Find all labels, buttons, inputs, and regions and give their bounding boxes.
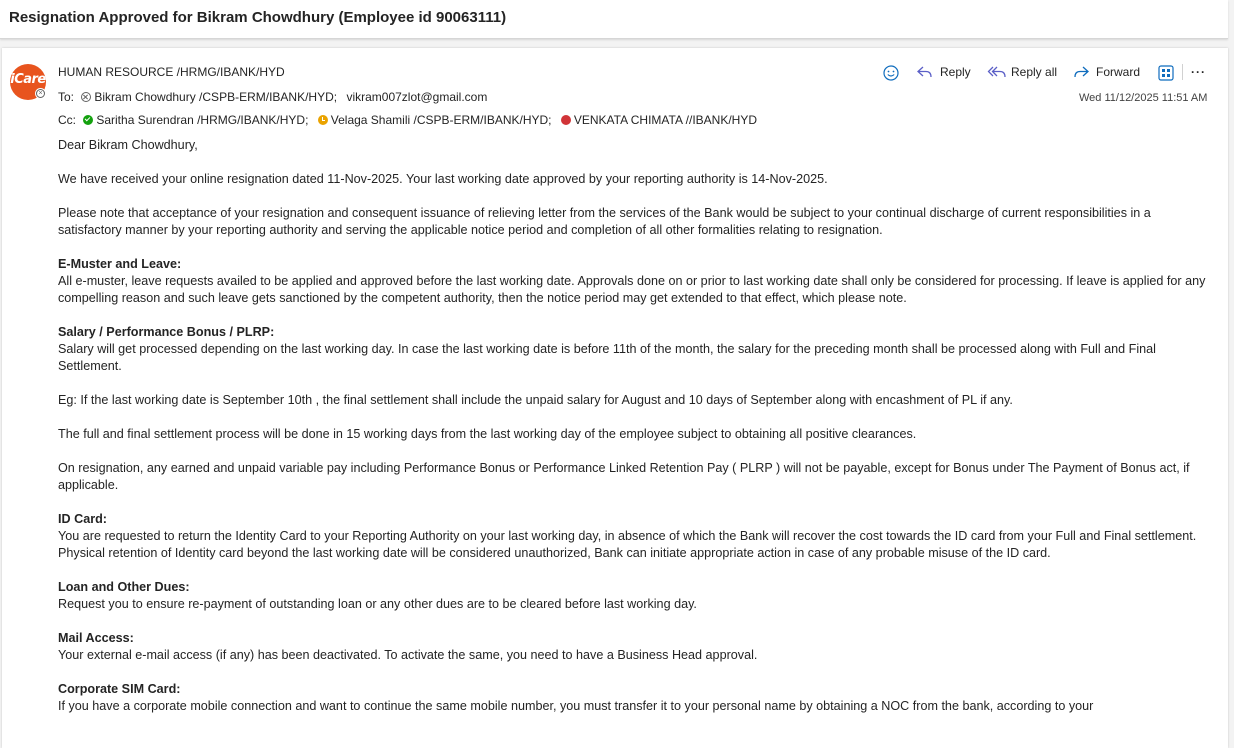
sender-presence-badge (35, 88, 46, 99)
reply-all-button[interactable] (987, 62, 1067, 82)
email-body (58, 137, 1208, 732)
available-status-icon (83, 115, 93, 125)
reply-all-icon (987, 64, 1007, 80)
body-paragraph: Eg: If the last working date is September 10th , the final settlement shall include the unpaid salary for August and 10 days of September along with encashment of PL if any. (58, 393, 1013, 407)
forward-button[interactable] (1072, 62, 1147, 82)
toolbar-divider (1182, 64, 1183, 80)
section-text: Salary will get processed depending on the last working day. In case the last working date is before 11th of the month, the salary for the preceding month shall be processed along with Full and Final Settlement. (58, 342, 1156, 373)
to-line (58, 90, 493, 104)
forward-label: Forward (1096, 65, 1141, 79)
subject-bar (0, 0, 1228, 39)
section-text: If you have a corporate mobile connection and want to continue the same mobile number, you must transfer it to your personal name by obtaining a NOC from the bank, according to your (58, 699, 1094, 713)
cc-line (58, 113, 763, 127)
section-text: All e-muster, leave requests availed to be applied and approved before the last working date. Approvals done on or prior to last working date shall only be considered for processing. If leave is applied for any compelling reason and such leave gets sanctioned by the competent authority, then the notice period may get extended to that effect, which please note. (58, 274, 1206, 305)
reply-icon (916, 64, 934, 80)
body-paragraph: The full and final settlement process will be done in 15 working days from the last working day of the employee subject to obtaining all positive clearances. (58, 427, 917, 441)
body-paragraph: We have received your online resignation dated 11-Nov-2025. Your last working date approved by your reporting authority is 14-Nov-2025. (58, 172, 828, 186)
cc-recipient[interactable]: Saritha Surendran /HRMG/IBANK/HYD; (96, 113, 309, 127)
away-status-icon (318, 115, 328, 125)
section-emuster (58, 256, 1208, 307)
apps-grid-icon (1157, 64, 1175, 82)
section-heading: Mail Access: (58, 631, 134, 645)
email-subject: Resignation Approved for Bikram Chowdhury (Employee id 90063111) (9, 9, 507, 26)
apps-button[interactable] (1157, 62, 1177, 82)
busy-status-icon (561, 115, 571, 125)
to-recipient[interactable]: vikram007zlot@gmail.com (346, 90, 488, 104)
section-idcard (58, 511, 1208, 562)
sender-name[interactable]: HUMAN RESOURCE /HRMG/IBANK/HYD (58, 65, 285, 79)
section-salary (58, 324, 1208, 375)
more-icon: ··· (1191, 65, 1206, 79)
section-heading: Salary / Performance Bonus / PLRP: (58, 325, 275, 339)
body-paragraph: Please note that acceptance of your resignation and consequent issuance of relieving letter from the services of the Bank would be subject to your continual discharge of current responsibilities in a satisfactory manner by your reporting authority and serving the applicable notice period and completion of all other formalities relating to resignation. (58, 206, 1151, 237)
greeting: Dear Bikram Chowdhury, (58, 138, 198, 152)
offline-status-icon: × (36, 89, 45, 98)
section-text: Request you to ensure re-payment of outstanding loan or any other dues are to be cleared before last working day. (58, 597, 697, 611)
email-reading-pane (2, 48, 1228, 748)
received-date: Wed 11/12/2025 11:51 AM (1079, 92, 1208, 104)
forward-icon (1072, 64, 1090, 80)
to-recipient[interactable]: Bikram Chowdhury /CSPB-ERM/IBANK/HYD; (94, 90, 338, 104)
emoji-reaction-button[interactable] (882, 62, 902, 82)
section-heading: Loan and Other Dues: (58, 580, 190, 594)
body-paragraph: On resignation, any earned and unpaid variable pay including Performance Bonus or Performance Linked Retention Pay ( PLRP ) will not be payable, except for Bonus under The Payment of Bonus act, if applicable. (58, 461, 1190, 492)
section-text: Your external e-mail access (if any) has been deactivated. To activate the same, you need to have a Business Head approval. (58, 648, 758, 662)
cc-recipient[interactable]: Velaga Shamili /CSPB-ERM/IBANK/HYD; (330, 113, 552, 127)
reply-label: Reply (940, 65, 971, 79)
section-heading: ID Card: (58, 512, 107, 526)
more-actions-button[interactable] (1191, 62, 1211, 82)
avatar-logo-text: iCare (10, 72, 46, 87)
cc-recipient[interactable]: VENKATA CHIMATA //IBANK/HYD (573, 113, 758, 127)
section-loan (58, 579, 1208, 613)
smiley-icon (882, 64, 900, 82)
section-mail-access (58, 630, 1208, 664)
offline-status-icon (81, 92, 91, 102)
section-sim (58, 681, 1208, 715)
reply-button[interactable] (916, 62, 976, 82)
to-label: To: (58, 90, 75, 104)
section-text: You are requested to return the Identity Card to your Reporting Authority on your last working day, in absence of which the Bank will recover the cost towards the ID card from your Full and Final settlement. Physical retention of Identity card beyond the last working date will be considered unauthorized, Bank can initiate appropriate action in case of any probable misuse of the ID card. (58, 529, 1197, 560)
cc-label: Cc: (58, 113, 76, 127)
section-heading: Corporate SIM Card: (58, 682, 181, 696)
section-heading: E-Muster and Leave: (58, 257, 182, 271)
reply-all-label: Reply all (1011, 65, 1058, 79)
